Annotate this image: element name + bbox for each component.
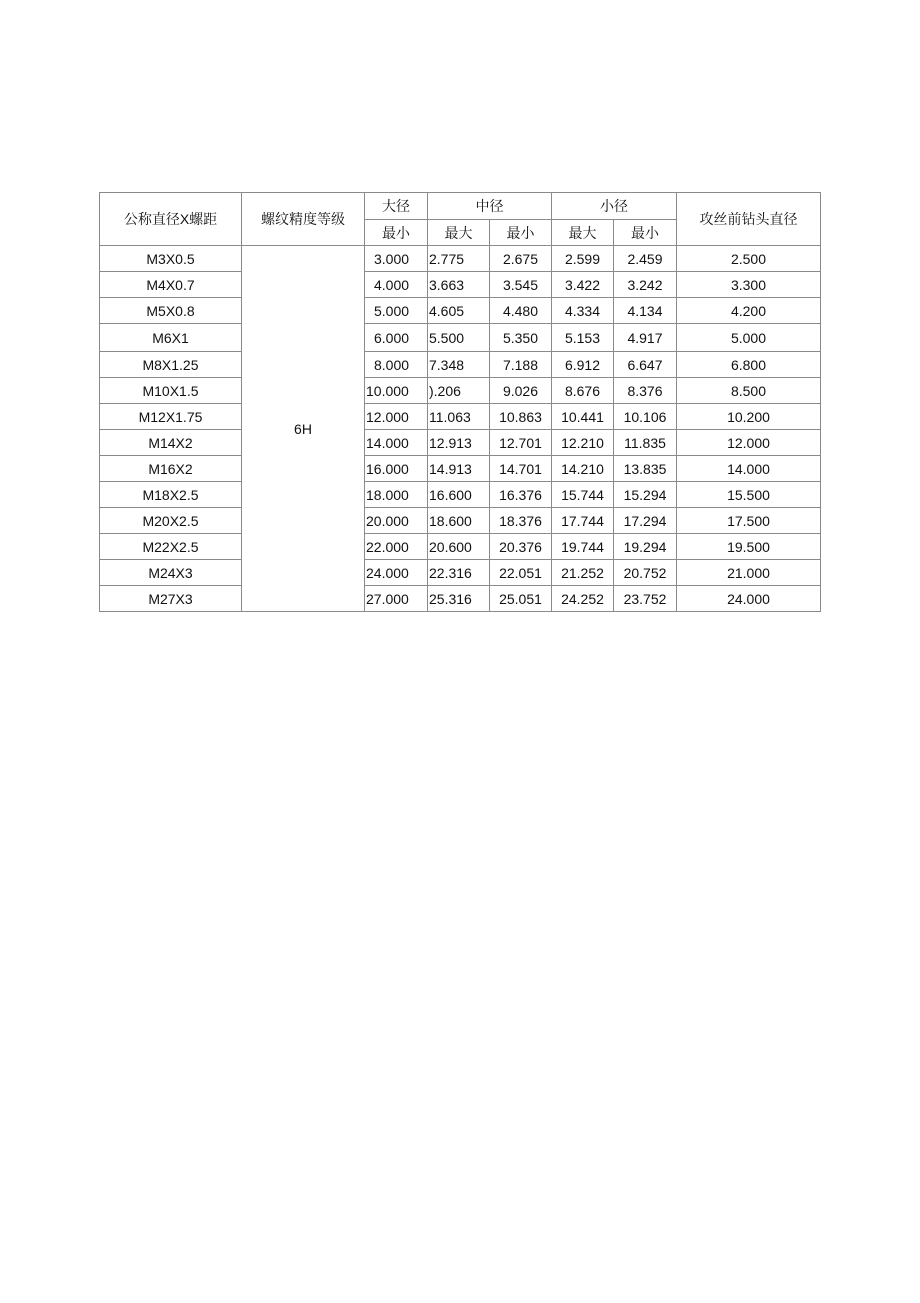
cell-major-min: 16.000 <box>365 456 428 482</box>
cell-pitch-min: 12.701 <box>490 430 552 456</box>
cell-major-min: 22.000 <box>365 534 428 560</box>
cell-minor-min: 3.242 <box>614 272 677 298</box>
cell-minor-max: 10.441 <box>552 404 614 430</box>
cell-minor-max: 4.334 <box>552 298 614 324</box>
header-minor-diameter: 小径 <box>552 193 677 220</box>
cell-major-min: 4.000 <box>365 272 428 298</box>
cell-minor-max: 5.153 <box>552 324 614 352</box>
cell-major-min: 20.000 <box>365 508 428 534</box>
table-row <box>100 272 821 298</box>
cell-drill: 17.500 <box>677 508 821 534</box>
cell-minor-max: 17.744 <box>552 508 614 534</box>
cell-drill: 8.500 <box>677 378 821 404</box>
cell-spec: M27X3 <box>100 586 242 612</box>
cell-minor-max: 2.599 <box>552 246 614 272</box>
table-row <box>100 456 821 482</box>
cell-pitch-max: 11.063 <box>428 404 490 430</box>
cell-pitch-min: 18.376 <box>490 508 552 534</box>
cell-pitch-max: 18.600 <box>428 508 490 534</box>
cell-spec: M16X2 <box>100 456 242 482</box>
header-spec: 公称直径X螺距 <box>100 193 242 246</box>
thread-dimension-table <box>99 192 821 612</box>
table-row <box>100 482 821 508</box>
cell-minor-min: 8.376 <box>614 378 677 404</box>
cell-major-min: 10.000 <box>365 378 428 404</box>
cell-pitch-min: 3.545 <box>490 272 552 298</box>
cell-minor-max: 24.252 <box>552 586 614 612</box>
cell-drill: 14.000 <box>677 456 821 482</box>
cell-pitch-min: 2.675 <box>490 246 552 272</box>
cell-minor-min: 20.752 <box>614 560 677 586</box>
cell-minor-max: 6.912 <box>552 352 614 378</box>
cell-minor-min: 4.917 <box>614 324 677 352</box>
table-row <box>100 298 821 324</box>
cell-drill: 10.200 <box>677 404 821 430</box>
cell-spec: M24X3 <box>100 560 242 586</box>
cell-minor-min: 17.294 <box>614 508 677 534</box>
table-row <box>100 324 821 352</box>
cell-major-min: 12.000 <box>365 404 428 430</box>
cell-minor-max: 14.210 <box>552 456 614 482</box>
cell-major-min: 6.000 <box>365 324 428 352</box>
cell-drill: 2.500 <box>677 246 821 272</box>
cell-spec: M8X1.25 <box>100 352 242 378</box>
table-row <box>100 430 821 456</box>
cell-spec: M12X1.75 <box>100 404 242 430</box>
cell-minor-max: 8.676 <box>552 378 614 404</box>
cell-major-min: 8.000 <box>365 352 428 378</box>
header-minor-max: 最大 <box>552 220 614 246</box>
header-drill-diameter: 攻丝前钻头直径 <box>677 193 821 246</box>
table-row <box>100 534 821 560</box>
cell-pitch-max: 22.316 <box>428 560 490 586</box>
cell-pitch-min: 5.350 <box>490 324 552 352</box>
cell-pitch-min: 10.863 <box>490 404 552 430</box>
cell-minor-min: 10.106 <box>614 404 677 430</box>
table-row <box>100 404 821 430</box>
cell-pitch-max: 7.348 <box>428 352 490 378</box>
cell-major-min: 14.000 <box>365 430 428 456</box>
cell-minor-max: 21.252 <box>552 560 614 586</box>
table-row <box>100 560 821 586</box>
header-minor-min: 最小 <box>614 220 677 246</box>
table-row <box>100 246 821 272</box>
cell-pitch-max: ).206 <box>428 378 490 404</box>
cell-pitch-min: 20.376 <box>490 534 552 560</box>
cell-drill: 15.500 <box>677 482 821 508</box>
cell-spec: M20X2.5 <box>100 508 242 534</box>
cell-drill: 12.000 <box>677 430 821 456</box>
cell-spec: M14X2 <box>100 430 242 456</box>
cell-pitch-min: 4.480 <box>490 298 552 324</box>
cell-major-min: 5.000 <box>365 298 428 324</box>
cell-drill: 3.300 <box>677 272 821 298</box>
table-row <box>100 508 821 534</box>
table-row <box>100 352 821 378</box>
cell-pitch-min: 14.701 <box>490 456 552 482</box>
cell-minor-max: 3.422 <box>552 272 614 298</box>
cell-drill: 21.000 <box>677 560 821 586</box>
cell-minor-max: 19.744 <box>552 534 614 560</box>
cell-pitch-max: 14.913 <box>428 456 490 482</box>
cell-spec: M5X0.8 <box>100 298 242 324</box>
cell-pitch-min: 25.051 <box>490 586 552 612</box>
cell-major-min: 3.000 <box>365 246 428 272</box>
header-row-1 <box>100 193 821 220</box>
cell-grade: 6H <box>242 246 365 612</box>
cell-drill: 5.000 <box>677 324 821 352</box>
cell-pitch-max: 3.663 <box>428 272 490 298</box>
table-row <box>100 378 821 404</box>
cell-spec: M18X2.5 <box>100 482 242 508</box>
cell-minor-min: 23.752 <box>614 586 677 612</box>
cell-pitch-max: 2.775 <box>428 246 490 272</box>
cell-drill: 19.500 <box>677 534 821 560</box>
cell-minor-min: 2.459 <box>614 246 677 272</box>
cell-spec: M4X0.7 <box>100 272 242 298</box>
cell-minor-min: 15.294 <box>614 482 677 508</box>
cell-spec: M10X1.5 <box>100 378 242 404</box>
cell-minor-min: 6.647 <box>614 352 677 378</box>
cell-spec: M22X2.5 <box>100 534 242 560</box>
table-row <box>100 586 821 612</box>
cell-spec: M6X1 <box>100 324 242 352</box>
cell-pitch-min: 22.051 <box>490 560 552 586</box>
header-pitch-diameter: 中径 <box>428 193 552 220</box>
cell-pitch-min: 9.026 <box>490 378 552 404</box>
cell-major-min: 18.000 <box>365 482 428 508</box>
cell-minor-max: 12.210 <box>552 430 614 456</box>
cell-minor-min: 19.294 <box>614 534 677 560</box>
header-pitch-max: 最大 <box>428 220 490 246</box>
cell-major-min: 27.000 <box>365 586 428 612</box>
cell-minor-max: 15.744 <box>552 482 614 508</box>
cell-drill: 6.800 <box>677 352 821 378</box>
header-major-diameter: 大径 <box>365 193 428 220</box>
cell-drill: 4.200 <box>677 298 821 324</box>
cell-pitch-max: 16.600 <box>428 482 490 508</box>
cell-minor-min: 13.835 <box>614 456 677 482</box>
cell-pitch-min: 7.188 <box>490 352 552 378</box>
cell-pitch-min: 16.376 <box>490 482 552 508</box>
cell-minor-min: 4.134 <box>614 298 677 324</box>
cell-pitch-max: 20.600 <box>428 534 490 560</box>
document-page <box>99 192 820 612</box>
cell-drill: 24.000 <box>677 586 821 612</box>
cell-pitch-max: 25.316 <box>428 586 490 612</box>
header-grade: 螺纹精度等级 <box>242 193 365 246</box>
cell-major-min: 24.000 <box>365 560 428 586</box>
header-major-min: 最小 <box>365 220 428 246</box>
cell-pitch-max: 12.913 <box>428 430 490 456</box>
cell-spec: M3X0.5 <box>100 246 242 272</box>
header-pitch-min: 最小 <box>490 220 552 246</box>
cell-pitch-max: 5.500 <box>428 324 490 352</box>
cell-pitch-max: 4.605 <box>428 298 490 324</box>
cell-minor-min: 11.835 <box>614 430 677 456</box>
